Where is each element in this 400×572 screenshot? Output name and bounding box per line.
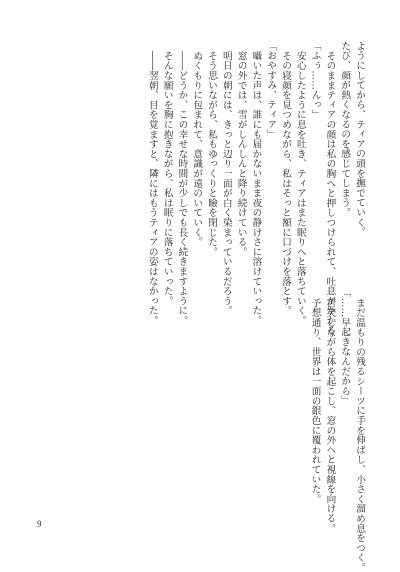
text-line: その寝顔を見つめながら、私はそっと額に口づけを落とす。: [280, 50, 292, 316]
text-line: ――翌朝、目を覚ますと、隣にはもうティアの姿はなかった。: [146, 50, 158, 325]
text-line: 安心したように息を吐き、ティアはまた眠りへと落ちていく。: [294, 50, 306, 325]
text-line: ――どうか、この幸せな時間が少しでも長く続きますように。: [176, 50, 188, 325]
text-line: 「ふぅ……んっ」: [309, 41, 321, 120]
text-line: まだ温もりの残るシーツに手を伸ばし、小さく溜め息をつく。: [354, 297, 365, 572]
text-line: 苦笑しながら体を起こし、窓の外へと視線を向ける。: [324, 297, 336, 533]
page-number: 9: [37, 519, 42, 529]
upper-text-block: [144, 41, 366, 335]
text-line: 「おやすみ、ティア」: [265, 41, 277, 139]
text-line: ようにしてから、ティアの頭を撫でていく。: [354, 41, 365, 237]
text-line: たび、顔が熱くなるのを感じてしまう。: [339, 41, 351, 218]
lower-text-block: [307, 288, 366, 572]
text-line: 明日の朝には、きっと辺り一面が白く染まっているだろう。: [220, 50, 232, 316]
text-line: そのままティアの顔は私の胸へと押しつけられて、吐息がかかる: [324, 50, 336, 335]
text-line: 窓の外では、雪がしんしんと降り続けている。: [235, 50, 247, 257]
text-line: そんな願いを胸に抱きながら、私は眠りに落ちていった。: [161, 50, 173, 306]
text-line: 予想通り、世界は一面の銀色に覆われていた。: [309, 297, 321, 504]
text-line: ぬくもりに包まれて、意識が遠のいていく。: [191, 50, 203, 247]
text-line: 囁いた声は、誰にも届かないまま夜の静けさに溶けていった。: [250, 50, 262, 325]
text-line: そう思いながら、私もゆっくりと瞼を閉じた。: [206, 50, 218, 257]
text-line: 「……早起きなんだから」: [339, 288, 351, 406]
